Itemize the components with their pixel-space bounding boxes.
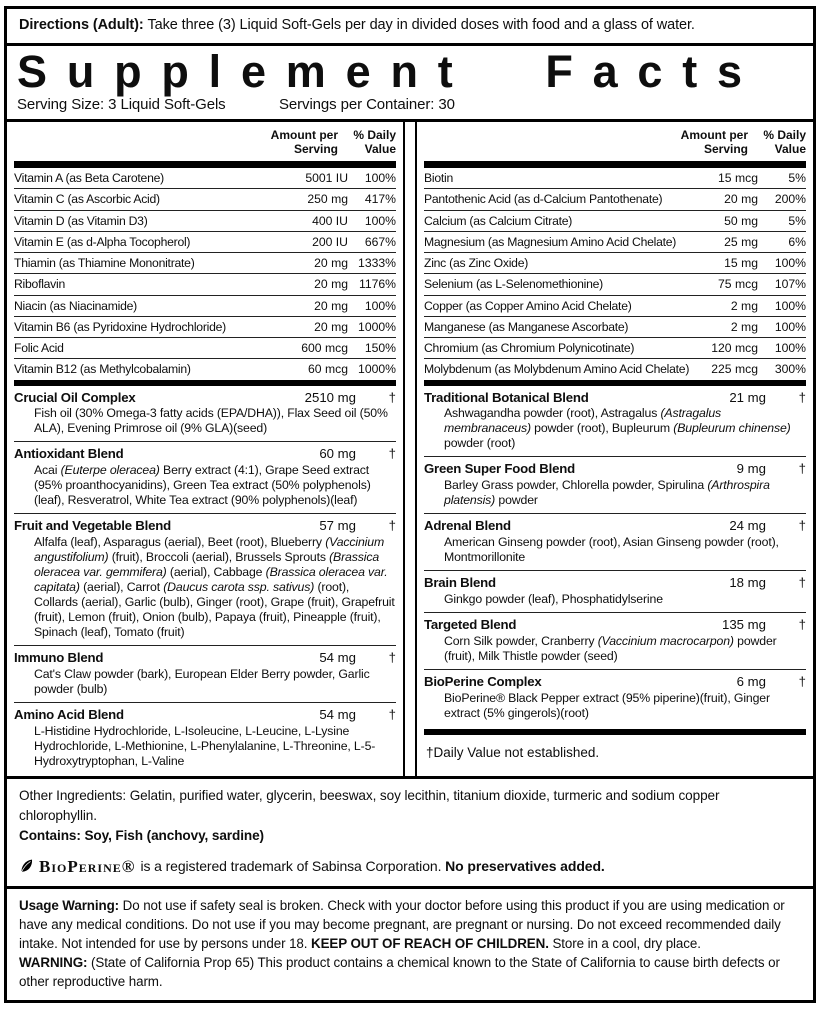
nutrient-amount: 225 mcg (711, 362, 758, 377)
nutrient-name: Copper (as Copper Amino Acid Chelate) (424, 298, 632, 313)
bioperine-wordmark: BioPerine® (39, 856, 136, 876)
text-segment: (State of California Prop 65) This product contains a chemical known to the State of California to cause birth defects or other reproductive harm. (19, 954, 780, 989)
blend-header (424, 617, 806, 633)
text-segment: (aerial), Carrot (79, 580, 164, 595)
text-segment: Berry extract (4:1), Grape Seed extract (95% proanthocyanidins), Green Tea extract (50% polyphenols)(leaf), Resveratrol, White Tea extract (90% polyphenols)(leaf) (34, 463, 371, 508)
nutrient-daily-value: 100% (774, 319, 806, 334)
blend-row (424, 514, 806, 571)
blend-row (14, 703, 396, 774)
nutrient-amount: 5001 IU (305, 171, 348, 186)
blend-row (424, 571, 806, 613)
text-segment: (root), Collards (aerial), Garlic (bulb), Ginger (root), Grape (fruit), Grapefruit (fruit), Lemon (fruit), Onion (bulb), Papaya (fruit), Pineapple (fruit), Spinach (leaf), Tomato (fruit) (34, 580, 395, 640)
nutrient-row (14, 211, 396, 232)
blend-name: Targeted Blend (424, 616, 517, 632)
text-segment: (Brassica oleracea var. capitata) (34, 565, 388, 595)
text-segment: (Bupleurum chinense) (673, 421, 791, 436)
blend-amount: 18 mg (729, 575, 766, 591)
nutrient-row (14, 296, 396, 317)
blend-list-left (14, 386, 396, 774)
nutrient-amount: 20 mg (314, 277, 348, 292)
blend-ingredients (34, 667, 396, 697)
text-segment: BioPerine® Black Pepper extract (95% piperine)(fruit), Ginger extract (5% gingerols)(root) (444, 690, 770, 720)
blend-ingredients (444, 535, 806, 565)
nutrient-row (14, 189, 396, 210)
nutrient-row (424, 232, 806, 253)
blend-daily-value-dagger: † (388, 706, 396, 722)
nutrient-amount: 250 mg (307, 192, 348, 207)
blend-header (424, 518, 806, 534)
nutrient-row (424, 211, 806, 232)
nutrient-name: Folic Acid (14, 341, 64, 356)
blend-daily-value-dagger: † (798, 575, 806, 591)
text-segment: Do not use if safety seal is broken. Check with your doctor before using this product if you are using medication or have any medical conditions. Do not use if you may become pregnant, are pregnant or nursing. Do not exceed recommended daily intake. Not intended for use by persons under 18. (19, 897, 785, 951)
nutrient-amount: 15 mg (724, 256, 758, 271)
amount-per-serving-header: Amount per Serving (680, 128, 748, 157)
blend-amount: 57 mg (319, 518, 356, 534)
daily-value-footnote: †Daily Value not established. (426, 744, 600, 760)
nutrient-name: Niacin (as Niacinamide) (14, 298, 137, 313)
nutrient-row (14, 232, 396, 253)
blend-header (424, 674, 806, 690)
blend-row (424, 613, 806, 670)
text-segment: Store in a cool, dry place. (552, 935, 701, 951)
daily-value-header: % Daily Value (763, 128, 806, 157)
header-rule (424, 161, 806, 168)
text-segment: powder (495, 493, 538, 508)
nutrient-daily-value: 100% (364, 171, 396, 186)
text-segment: Directions (Adult): (19, 17, 148, 33)
nutrient-row (424, 253, 806, 274)
nutrient-name: Pantothenic Acid (as d-Calcium Pantothenate) (424, 192, 663, 207)
nutrient-name: Vitamin E (as d-Alpha Tocopherol) (14, 234, 191, 249)
text-segment: Gelatin, purified water, glycerin, beeswax, soy lecithin, titanium dioxide, turmeric and sodium copper chlorophyllin. (19, 787, 720, 823)
blend-ingredients (34, 406, 396, 436)
blend-amount: 6 mg (736, 673, 766, 689)
blend-name: Green Super Food Blend (424, 461, 575, 477)
text-segment: Fish oil (30% Omega-3 fatty acids (EPA/DHA)), Flax Seed oil (50% ALA), Evening Primrose oil (9% GLA)(seed) (34, 406, 388, 436)
table-header-left (14, 122, 396, 161)
text-segment: American Ginseng powder (root), Asian Ginseng powder (root), Montmorillonite (444, 535, 779, 565)
blend-name: Crucial Oil Complex (14, 389, 136, 405)
nutrient-daily-value: 5% (788, 213, 806, 228)
blend-amount: 24 mg (729, 518, 766, 534)
nutrient-amount: 20 mg (314, 256, 348, 271)
blend-header (14, 446, 396, 462)
blend-header (424, 390, 806, 406)
nutrient-name: Vitamin C (as Ascorbic Acid) (14, 192, 160, 207)
supplement-label (4, 6, 816, 1003)
header-rule (14, 161, 396, 168)
text-segment: powder (root) (444, 436, 516, 451)
blend-daily-value-dagger: † (388, 518, 396, 534)
daily-value-header: % Daily Value (353, 128, 396, 157)
nutrient-amount: 50 mg (724, 213, 758, 228)
text-segment: Ashwagandha powder (root), Astragalus (444, 406, 661, 421)
blend-row (424, 670, 806, 726)
text-segment: KEEP OUT OF REACH OF CHILDREN. (311, 935, 553, 951)
nutrient-daily-value: 667% (364, 234, 396, 249)
blend-amount: 54 mg (319, 706, 356, 722)
nutrient-table-right (424, 168, 806, 380)
blend-name: Brain Blend (424, 575, 496, 591)
nutrient-name: Magnesium (as Magnesium Amino Acid Chelate) (424, 234, 677, 249)
blend-amount: 135 mg (722, 616, 766, 632)
text-segment: (Arthrospira platensis) (444, 478, 770, 508)
usage-warning (19, 896, 801, 953)
other-ingredients (19, 786, 801, 827)
nutrient-row (14, 274, 396, 295)
servings-per-container: Servings per Container: 30 (279, 96, 455, 114)
facts-column-right (415, 122, 813, 775)
blend-list-right (424, 386, 806, 726)
nutrient-amount: 600 mcg (301, 341, 348, 356)
text-segment: (Brassica oleracea var. gemmifera) (34, 550, 380, 580)
text-segment: is a registered trademark of Sabinsa Corporation. (140, 857, 446, 874)
text-segment: L-Histidine Hydrochloride, L-Isoleucine, L-Leucine, L-Lysine Hydrochloride, L-Methionine, L-Phenylalanine, L-Threonine, L-5-Hydroxytryptophan, L-Valine (34, 723, 376, 768)
blend-amount: 54 mg (319, 650, 356, 666)
blend-amount: 9 mg (736, 461, 766, 477)
nutrient-name: Riboflavin (14, 277, 66, 292)
nutrient-name: Biotin (424, 171, 453, 186)
blend-daily-value-dagger: † (388, 389, 396, 405)
facts-columns (7, 122, 813, 778)
nutrient-amount: 20 mg (314, 319, 348, 334)
blend-ingredients (444, 478, 806, 508)
nutrient-name: Manganese (as Manganese Ascorbate) (424, 319, 629, 334)
blend-header (14, 518, 396, 534)
blend-header (14, 650, 396, 666)
nutrient-daily-value: 100% (774, 256, 806, 271)
text-segment: Contains: Soy, Fish (anchovy, sardine) (19, 828, 264, 844)
blend-daily-value-dagger: † (798, 673, 806, 689)
blend-row (424, 386, 806, 458)
nutrient-name: Chromium (as Chromium Polynicotinate) (424, 341, 635, 356)
text-segment: Corn Silk powder, Cranberry (444, 633, 598, 648)
blend-name: Fruit and Vegetable Blend (14, 518, 171, 534)
serving-size: Serving Size: 3 Liquid Soft-Gels (17, 96, 226, 114)
blend-name: Traditional Botanical Blend (424, 389, 589, 405)
text-segment: Barley Grass powder, Chlorella powder, Spirulina (444, 478, 708, 493)
blend-ingredients (34, 535, 396, 640)
blend-amount: 60 mg (319, 446, 356, 462)
text-segment: (Astragalus membranaceus) (444, 406, 722, 436)
nutrient-row (424, 189, 806, 210)
text-segment: Take three (3) Liquid Soft-Gels per day in divided doses with food and a glass of water. (147, 17, 695, 33)
nutrient-row (14, 359, 396, 379)
blend-ingredients (444, 406, 806, 451)
nutrient-name: Calcium (as Calcium Citrate) (424, 213, 573, 228)
blend-name: Immuno Blend (14, 650, 104, 666)
nutrient-daily-value: 100% (364, 298, 396, 313)
nutrient-row (424, 274, 806, 295)
nutrient-name: Vitamin D (as Vitamin D3) (14, 213, 148, 228)
blend-daily-value-dagger: † (798, 616, 806, 632)
text-segment: (Euterpe oleracea) (60, 463, 160, 478)
directions-bar (7, 9, 813, 46)
serving-info (17, 96, 803, 113)
text-segment: Alfalfa (leaf), Asparagus (aerial), Beet (root), Blueberry (34, 535, 326, 550)
nutrient-name: Thiamin (as Thiamine Mononitrate) (14, 256, 195, 271)
nutrient-daily-value: 1000% (358, 362, 396, 377)
blend-row (14, 386, 396, 443)
nutrient-daily-value: 300% (774, 362, 806, 377)
blend-daily-value-dagger: † (388, 446, 396, 462)
text-segment: Other Ingredients: (19, 787, 130, 803)
nutrient-row (14, 338, 396, 359)
blend-name: Amino Acid Blend (14, 706, 124, 722)
nutrient-name: Vitamin B12 (as Methylcobalamin) (14, 362, 191, 377)
blend-daily-value-dagger: † (388, 650, 396, 666)
blend-daily-value-dagger: † (798, 518, 806, 534)
blend-amount: 21 mg (729, 389, 766, 405)
nutrient-daily-value: 1176% (358, 277, 396, 292)
nutrient-daily-value: 5% (788, 171, 806, 186)
nutrient-name: Molybdenum (as Molybdenum Amino Acid Chelate) (424, 362, 690, 377)
nutrient-name: Selenium (as L-Selenomethionine) (424, 277, 603, 292)
nutrient-row (424, 359, 806, 379)
nutrient-amount: 25 mg (724, 234, 758, 249)
text-segment: (Vaccinium angustifolium) (34, 535, 385, 565)
nutrient-row (14, 168, 396, 189)
nutrient-amount: 15 mcg (718, 171, 758, 186)
text-segment: (aerial), Cabbage (166, 565, 266, 580)
blend-ingredients (444, 634, 806, 664)
blend-ingredients (444, 592, 806, 607)
facts-column-left (7, 122, 405, 775)
blend-ingredients (444, 691, 806, 721)
text-segment: Acai (34, 463, 61, 478)
blend-header (14, 707, 396, 723)
nutrient-name: Zinc (as Zinc Oxide) (424, 256, 529, 271)
nutrient-table-left (14, 168, 396, 380)
prop65-warning (19, 953, 801, 991)
blend-ingredients (34, 463, 396, 508)
text-segment: powder (fruit), Milk Thistle powder (seed) (444, 633, 777, 663)
trademark-text (140, 856, 604, 877)
nutrient-daily-value: 100% (364, 213, 396, 228)
text-segment: (Daucus carota ssp. sativus) (163, 580, 315, 595)
nutrient-daily-value: 100% (774, 341, 806, 356)
text-segment: No preservatives added. (445, 857, 605, 874)
bioperine-trademark-row (19, 856, 801, 877)
nutrient-row (424, 317, 806, 338)
text-segment: (Vaccinium macrocarpon) (597, 633, 734, 648)
nutrient-amount: 2 mg (730, 319, 758, 334)
contains-statement (19, 826, 801, 846)
blend-row (14, 646, 396, 703)
blend-header (424, 575, 806, 591)
blend-ingredients (34, 724, 396, 769)
text-segment: WARNING: (19, 954, 91, 970)
nutrient-daily-value: 1333% (358, 256, 396, 271)
blend-row (424, 457, 806, 514)
amount-per-serving-header: Amount per Serving (270, 128, 338, 157)
nutrient-daily-value: 150% (364, 341, 396, 356)
nutrient-daily-value: 200% (774, 192, 806, 207)
nutrient-amount: 60 mcg (308, 362, 348, 377)
nutrient-daily-value: 100% (774, 298, 806, 313)
blend-name: Antioxidant Blend (14, 446, 124, 462)
nutrient-amount: 2 mg (730, 298, 758, 313)
blend-name: BioPerine Complex (424, 673, 542, 689)
blend-name: Adrenal Blend (424, 518, 511, 534)
nutrient-amount: 20 mg (724, 192, 758, 207)
blend-header (14, 390, 396, 406)
nutrient-daily-value: 417% (364, 192, 396, 207)
text-segment: Cat's Claw powder (bark), European Elder Berry powder, Garlic powder (bulb) (34, 666, 370, 696)
title-block (7, 46, 813, 123)
nutrient-row (424, 296, 806, 317)
nutrient-daily-value: 1000% (358, 319, 396, 334)
nutrient-daily-value: 107% (774, 277, 806, 292)
nutrient-amount: 75 mcg (718, 277, 758, 292)
nutrient-row (424, 168, 806, 189)
nutrient-amount: 400 IU (312, 213, 348, 228)
nutrient-row (424, 338, 806, 359)
blend-row (14, 442, 396, 514)
blend-row (14, 514, 396, 646)
text-segment: (fruit), Broccoli (aerial), Brussels Sprouts (108, 550, 330, 565)
nutrient-name: Vitamin A (as Beta Carotene) (14, 171, 164, 186)
nutrient-daily-value: 6% (788, 234, 806, 249)
nutrient-name: Vitamin B6 (as Pyridoxine Hydrochloride) (14, 319, 226, 334)
other-ingredients-block (7, 779, 813, 889)
nutrient-row (14, 317, 396, 338)
blend-amount: 2510 mg (304, 389, 356, 405)
blend-daily-value-dagger: † (798, 461, 806, 477)
blend-header (424, 461, 806, 477)
nutrient-row (14, 253, 396, 274)
blend-daily-value-dagger: † (798, 389, 806, 405)
text-segment: Usage Warning: (19, 897, 123, 913)
text-segment: Ginkgo powder (leaf), Phosphatidylserine (444, 591, 663, 606)
warnings-block (7, 889, 813, 1000)
nutrient-amount: 120 mcg (711, 341, 758, 356)
text-segment: powder (root), Bupleurum (530, 421, 674, 436)
nutrient-amount: 200 IU (312, 234, 348, 249)
leaf-icon (19, 858, 34, 874)
nutrient-amount: 20 mg (314, 298, 348, 313)
table-header-right (424, 122, 806, 161)
page-title: Supplement Facts (17, 45, 762, 97)
